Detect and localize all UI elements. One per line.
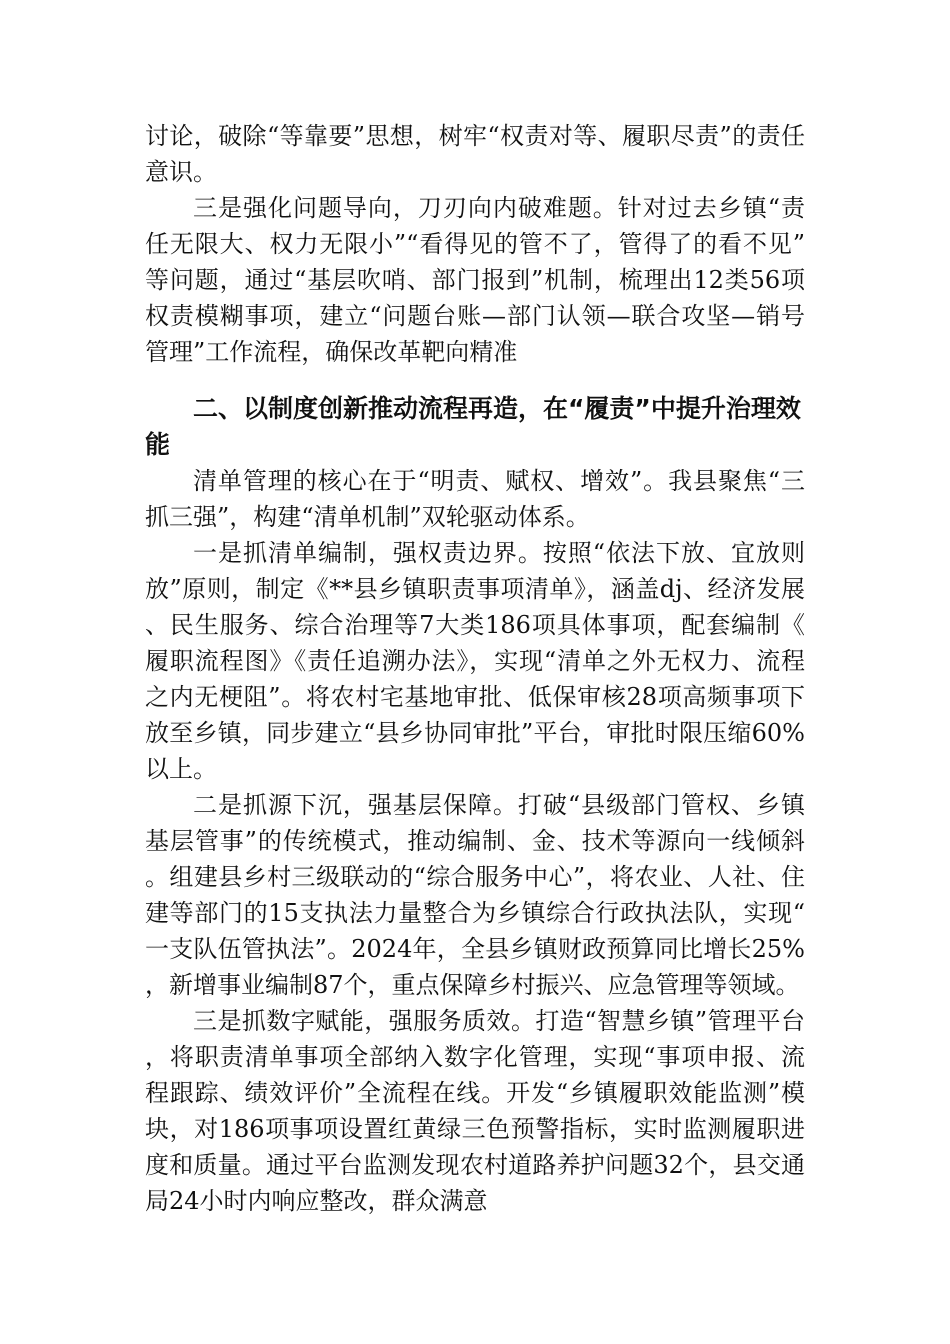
section-two-heading: 二、以制度创新推动流程再造，在“履责”中提升治理效能	[145, 394, 801, 459]
item-three-paragraph: 三是抓数字赋能，强服务质效。打造“智慧乡镇”管理平台，将职责清单事项全部纳入数字化管理，实现“事项申报、流程跟踪、绩效评价”全流程在线。开发“乡镇履职效能监测”模块，对186项事项设置红黄绿三色预警指标，实时监测履职进度和质量。通过平台监测发现农村道路养护问题32个，县交通局24小时内响应整改，群众满意	[145, 1007, 805, 1215]
section-two-intro-paragraph: 清单管理的核心在于“明责、赋权、增效”。我县聚焦“三抓三强”，构建“清单机制”双轮驱动体系。	[145, 467, 805, 531]
document-body	[145, 118, 805, 1219]
continuation-paragraph: 讨论，破除“等靠要”思想，树牢“权责对等、履职尽责”的责任意识。	[145, 122, 805, 186]
item-one-paragraph: 一是抓清单编制，强权责边界。按照“依法下放、宜放则放”原则，制定《**县乡镇职责事项清单》，涵盖dj、经济发展、民生服务、综合治理等7大类186项具体事项，配套编制《履职流程图》《责任追溯办法》，实现“清单之外无权力、流程之内无梗阻”。将农村宅基地审批、低保审核28项高频事项下放至乡镇，同步建立“县乡协同审批”平台，审批时限压缩60%以上。	[145, 539, 805, 783]
point-three-paragraph: 三是强化问题导向，刀刃向内破难题。针对过去乡镇“责任无限大、权力无限小”“看得见的管不了，管得了的看不见”等问题，通过“基层吹哨、部门报到”机制，梳理出12类56项权责模糊事项，建立“问题台账—部门认领—联合攻坚—销号管理”工作流程，确保改革靶向精准	[145, 194, 805, 366]
item-two-paragraph: 二是抓源下沉，强基层保障。打破“县级部门管权、乡镇基层管事”的传统模式，推动编制、金、技术等源向一线倾斜。组建县乡村三级联动的“综合服务中心”，将农业、人社、住建等部门的15支执法力量整合为乡镇综合行政执法队，实现“一支队伍管执法”。2024年，全县乡镇财政预算同比增长25%，新增事业编制87个，重点保障乡村振兴、应急管理等领域。	[145, 791, 805, 999]
